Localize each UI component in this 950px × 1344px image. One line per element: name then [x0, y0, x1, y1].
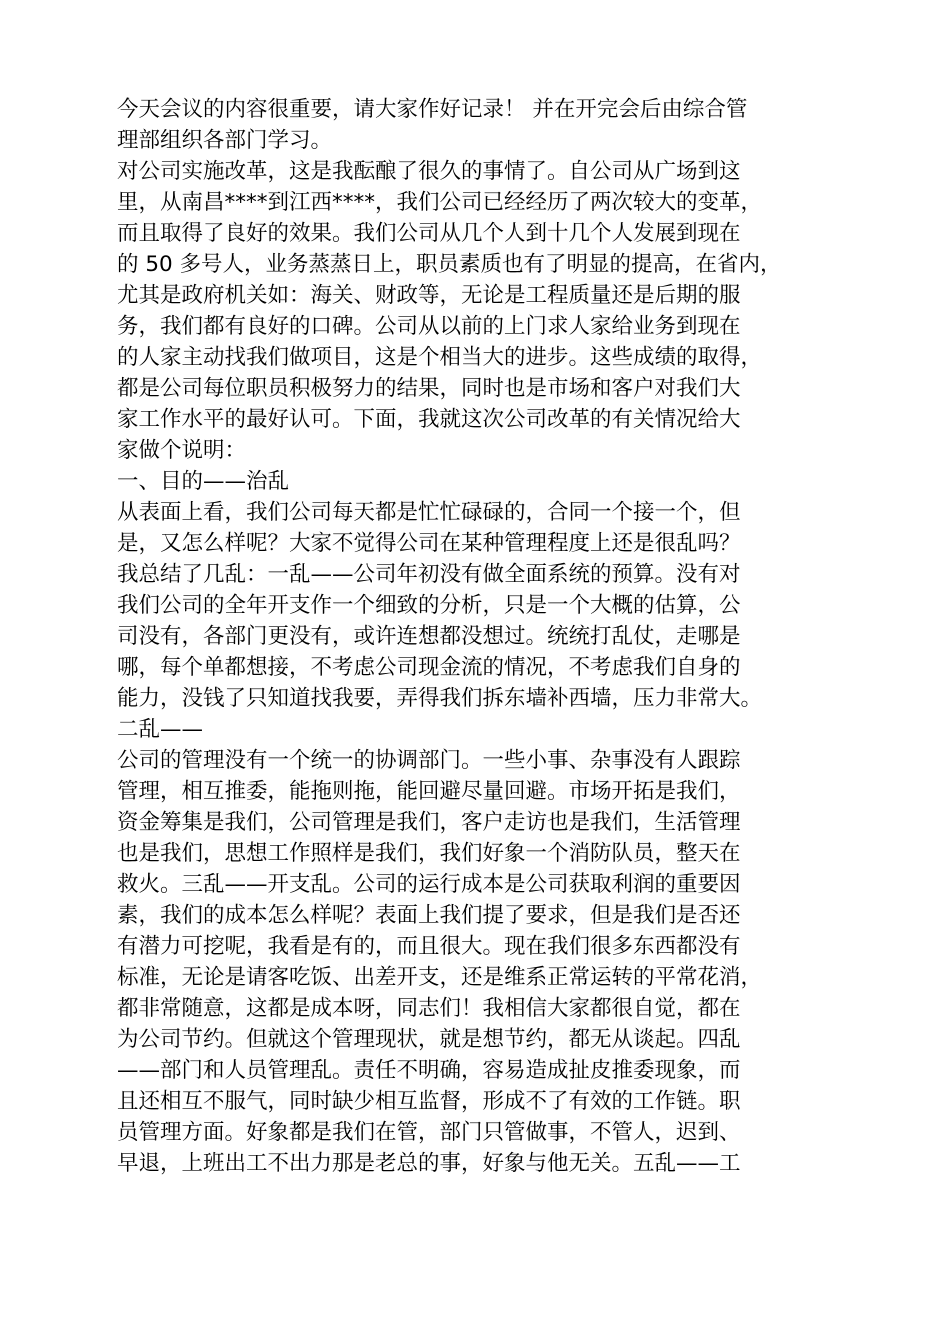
text-line: 而且取得了良好的效果。我们公司从几个人到十几个人发展到现在: [117, 221, 741, 246]
text-line: 今天会议的内容很重要，请大家作好记录！ 并在开完会后由综合管: [117, 97, 748, 122]
text-line: 理部组织各部门学习。: [117, 128, 333, 153]
text-line: 资金筹集是我们，公司管理是我们，客户走访也是我们，生活管理: [117, 810, 741, 835]
text-line: 尤其是政府机关如：海关、财政等，无论是工程质量还是后期的服: [117, 283, 741, 308]
text-line: 素，我们的成本怎么样呢？表面上我们提了要求，但是我们是否还: [117, 903, 741, 928]
text-line: 家工作水平的最好认可。下面，我就这次公司改革的有关情况给大: [117, 407, 741, 432]
text-line: 是，又怎么样呢？大家不觉得公司在某种管理程度上还是很乱吗？: [117, 531, 741, 556]
text-line: 我总结了几乱：一乱——公司年初没有做全面系统的预算。没有对: [117, 562, 741, 587]
text-line: 家做个说明：: [117, 438, 247, 463]
text-line: 我们公司的全年开支作一个细致的分析，只是一个大概的估算，公: [117, 593, 741, 618]
text-line: 公司的管理没有一个统一的协调部门。一些小事、杂事没有人跟踪: [117, 748, 741, 773]
text-line: 对公司实施改革，这是我酝酿了很久的事情了。自公司从广场到这: [117, 159, 741, 184]
text-line: 都非常随意，这都是成本呀，同志们！我相信大家都很自觉，都在: [117, 996, 741, 1021]
text-line: 救火。三乱——开支乱。公司的运行成本是公司获取利润的重要因: [117, 872, 741, 897]
text-line: 司没有，各部门更没有，或许连想都没想过。统统打乱仗，走哪是: [117, 624, 741, 649]
text-line: 的人家主动找我们做项目，这是个相当大的进步。这些成绩的取得，: [117, 345, 763, 370]
text-line: 务，我们都有良好的口碑。公司从以前的上门求人家给业务到现在: [117, 314, 741, 339]
section-heading: 一、目的——治乱: [117, 469, 290, 494]
text-line: 从表面上看，我们公司每天都是忙忙碌碌的，合同一个接一个，但: [117, 500, 741, 525]
text-line: 里，从南昌****到江西****，我们公司已经经历了两次较大的变革，: [117, 190, 763, 215]
text-line: 有潜力可挖呢，我看是有的，而且很大。现在我们很多东西都没有: [117, 934, 741, 959]
text-line: 的 50 多号人，业务蒸蒸日上，职员素质也有了明显的提高，在省内，: [117, 252, 782, 277]
text-line: 管理，相互推委，能拖则拖，能回避尽量回避。市场开拓是我们，: [117, 779, 741, 804]
text-line: 哪，每个单都想接，不考虑公司现金流的情况，不考虑我们自身的: [117, 655, 741, 680]
document-body: [117, 94, 897, 1179]
text-line: ——部门和人员管理乱。责任不明确，容易造成扯皮推委现象，而: [117, 1058, 741, 1083]
text-line: 都是公司每位职员积极努力的结果，同时也是市场和客户对我们大: [117, 376, 741, 401]
text-line: 二乱——: [117, 717, 204, 742]
text-line: 能力，没钱了只知道找我要，弄得我们拆东墙补西墙，压力非常大。: [117, 686, 763, 711]
text-line: 早退，上班出工不出力那是老总的事，好象与他无关。五乱——工: [117, 1151, 741, 1176]
text-line: 且还相互不服气，同时缺少相互监督，形成不了有效的工作链。职: [117, 1089, 741, 1114]
text-line: 也是我们，思想工作照样是我们，我们好象一个消防队员，整天在: [117, 841, 741, 866]
text-line: 为公司节约。但就这个管理现状，就是想节约，都无从谈起。四乱: [117, 1027, 741, 1052]
text-line: 员管理方面。好象都是我们在管，部门只管做事，不管人，迟到、: [117, 1120, 741, 1145]
text-line: 标准，无论是请客吃饭、出差开支，还是维系正常运转的平常花消，: [117, 965, 763, 990]
